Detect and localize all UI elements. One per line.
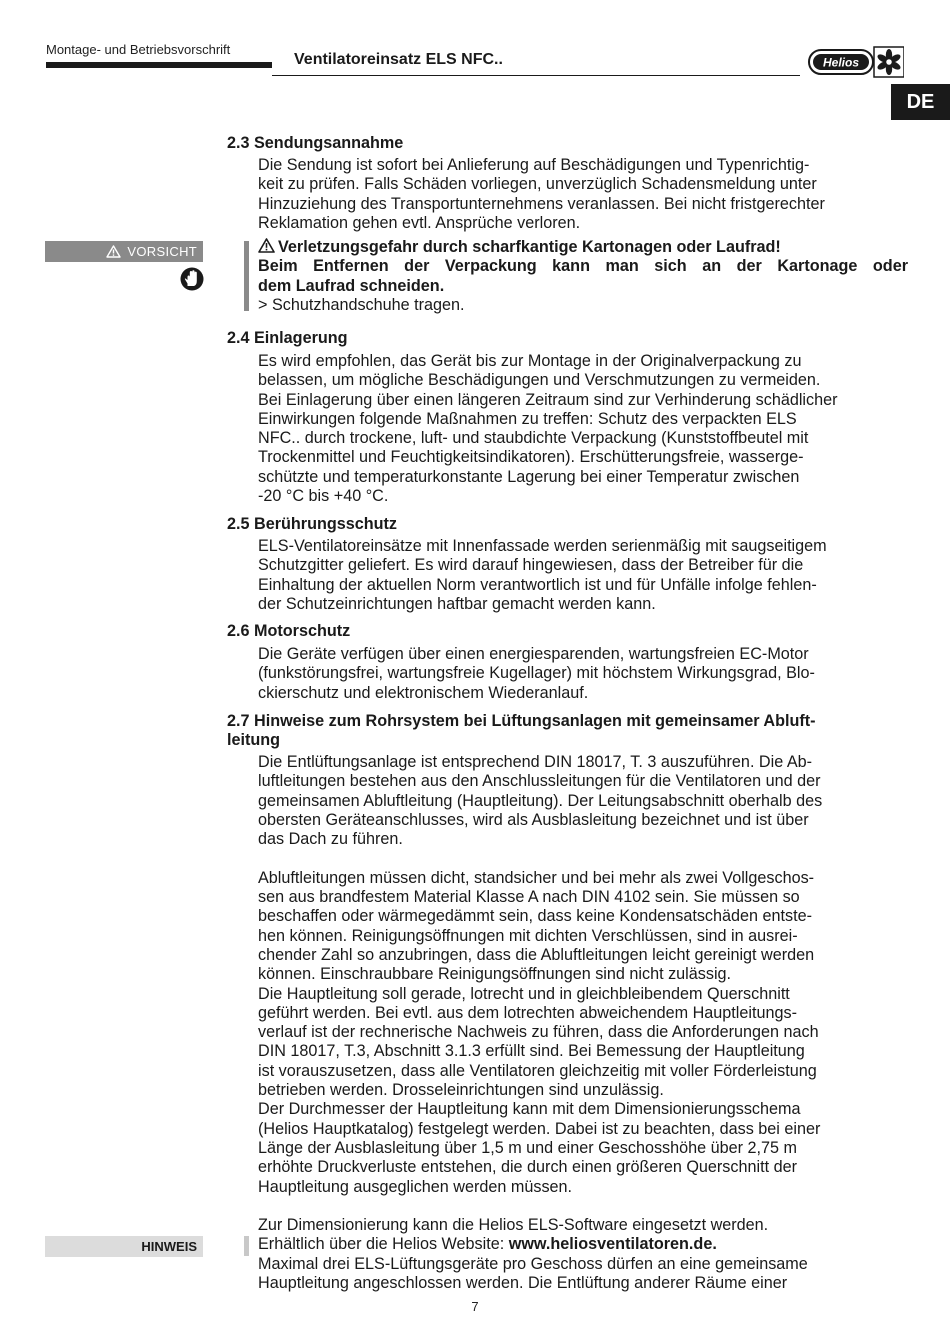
language-tab[interactable]: DE bbox=[891, 84, 950, 120]
header-rule bbox=[272, 75, 800, 76]
helios-logo bbox=[808, 46, 904, 78]
section-heading-2-6: 2.6 Motorschutz bbox=[227, 622, 351, 640]
section-heading-2-7: 2.7 Hinweise zum Rohrsystem bei Lüftungsanlagen mit gemeinsamer Abluft- leitung bbox=[227, 712, 816, 750]
protective-gloves-icon bbox=[180, 266, 204, 292]
page-number: 7 bbox=[471, 1299, 479, 1314]
section-body-2-7: Die Entlüftungsanlage ist entsprechend DIN 18017, T. 3 auszuführen. Die Ab- luftleitungen bestehen aus den Anschlussleitungen für die Ventilatoren und der gemeinsamen Abluftleitung (Hauptleitung). Der Leitungsabschnitt oberhalb des obersten Geräteanschlusses, wird als Ausblasleitung bezeichnet und ist über das Dach zu führen. Abluftleitungen müssen dicht, standsicher und bei mehr als zwei Vollgeschos- sen aus brandfestem Material Klasse A nach DIN 4102 sein. Sie müssen so beschaffen oder wärmegedämmt sein, dass keine Kondensatschäden entste- hen können. Reinigungsöffnungen mit dichten Verschlüssen, sind in ausrei- chender Zahl so anzubringen, dass die Abluftleitungen leicht gereinigt werden können. Einschraubbare Reinigungsöffnungen sind nicht zulässig. Die Hauptleitung soll gerade, lotrecht und in gleichbleibendem Querschnitt geführt werden. Bei evtl. aus dem lotrechten abweichendem Hauptleitungs- verlauf ist der rechnerische Nachweis zu führen, dass die Anforderungen nach DIN 18017, T.3, Abschnitt 3.1.3 erfüllt sind. Bei Bemessung der Hauptleitung ist vorauszusetzen, dass alle Ventilatoren gleichzeitig mit voller Förderleistung betrieben werden. Drosseleinrichtungen sind unzulässig. Der Durchmesser der Hauptleitung kann mit dem Dimensionierungsschema (Helios Hauptkatalog) festgelegt werden. Dabei ist zu beachten, dass bei einer Länge der Ausblasleitung über 1,5 m und einer Geschosshöhe über 2,75 m erhöhte Druckverluste entstehen, die durch einen größeren Querschnitt der Hauptleitung ausgeglichen werden müssen. Zur Dimensionierung kann die Helios ELS-Software eingesetzt werden. Erhältlich über die Helios Website: www.heliosventilatoren.de. Maximal drei ELS-Lüftungsgeräte pro Geschoss dürfen an eine gemeinsame Hauptleitung angeschlossen werden. Die Entlüftung anderer Räume einer bbox=[258, 753, 823, 1293]
document-type-label: Montage- und Betriebsvorschrift bbox=[46, 42, 231, 57]
product-title: Ventilatoreinsatz ELS NFC.. bbox=[294, 51, 503, 68]
section-body-2-4: Es wird empfohlen, das Gerät bis zur Montage in der Originalverpackung zu belassen, um mögliche Beschädigungen und Verschmutzungen zu vermeiden. Bei Einlagerung über einen längeren Zeitraum sind zur Verhinderung schädlicher Einwirkungen folgende Maßnahmen zu treffen: Schutz des verpackten ELS NFC.. durch trockene, luft- und staubdichte Verpackung (Kunststoffbeutel mit Trockenmittel und Feuchtigkeitsindikatoren). Erschütterungsfreie, wasserge- schützte und temperaturkonstante Lagerung bei einer Temperatur zwischen -20 °C bis +40 °C. bbox=[258, 352, 838, 506]
caution-text: Verletzungsgefahr durch scharfkantige Kartonagen oder Laufrad! Beim Entfernen der Verpackung kann man sich an der Kartonage oder dem Laufrad schneiden. > Schutzhandschuhe tragen. bbox=[258, 238, 908, 314]
section-heading-2-3: 2.3 Sendungsannahme bbox=[227, 134, 404, 152]
warning-triangle-icon bbox=[258, 238, 275, 253]
section-body-2-3: Die Sendung ist sofort bei Anlieferung auf Beschädigungen und Typenrichtig- keit zu prüfen. Falls Schäden vorliegen, unverzüglich Schadensmeldung unter Hinzuziehung des Transportunternehmens veranlassen. Bei nicht fristgerechter Reklamation gehen evtl. Ansprüche verloren. bbox=[258, 156, 825, 232]
logo-wordmark: Helios bbox=[822, 55, 860, 70]
caution-label bbox=[45, 241, 203, 262]
warning-triangle-icon bbox=[106, 245, 121, 258]
section-heading-2-5: 2.5 Berührungsschutz bbox=[227, 515, 398, 533]
section-body-2-5: ELS-Ventilatoreinsätze mit Innenfassade werden serienmäßig mit saugseitigem Schutzgitter geliefert. Es wird darauf hingewiesen, dass der Betreiber für die Einhaltung der aktuellen Norm verantwortlich ist und für Unfälle infolge fehlen- der Schutzeinrichtungen haftbar gemacht werden kann. bbox=[258, 537, 827, 613]
section-heading-2-4: 2.4 Einlagerung bbox=[227, 329, 348, 347]
header-bar bbox=[46, 62, 272, 68]
website-link[interactable]: www.heliosventilatoren.de. bbox=[508, 1235, 717, 1254]
section-body-2-6: Die Geräte verfügen über einen energiesparenden, wartungsfreien EC-Motor (funkstörungsfrei, wartungsfreie Kugellager) mit höchstem Wirkungsgrad, Blo- ckierschutz und elektronischem Wiederanlauf. bbox=[258, 645, 815, 702]
hint-label: HINWEIS bbox=[45, 1236, 203, 1257]
hint-bar bbox=[244, 1236, 249, 1256]
caution-label-text: VORSICHT bbox=[127, 244, 197, 259]
caution-bar bbox=[244, 241, 249, 311]
